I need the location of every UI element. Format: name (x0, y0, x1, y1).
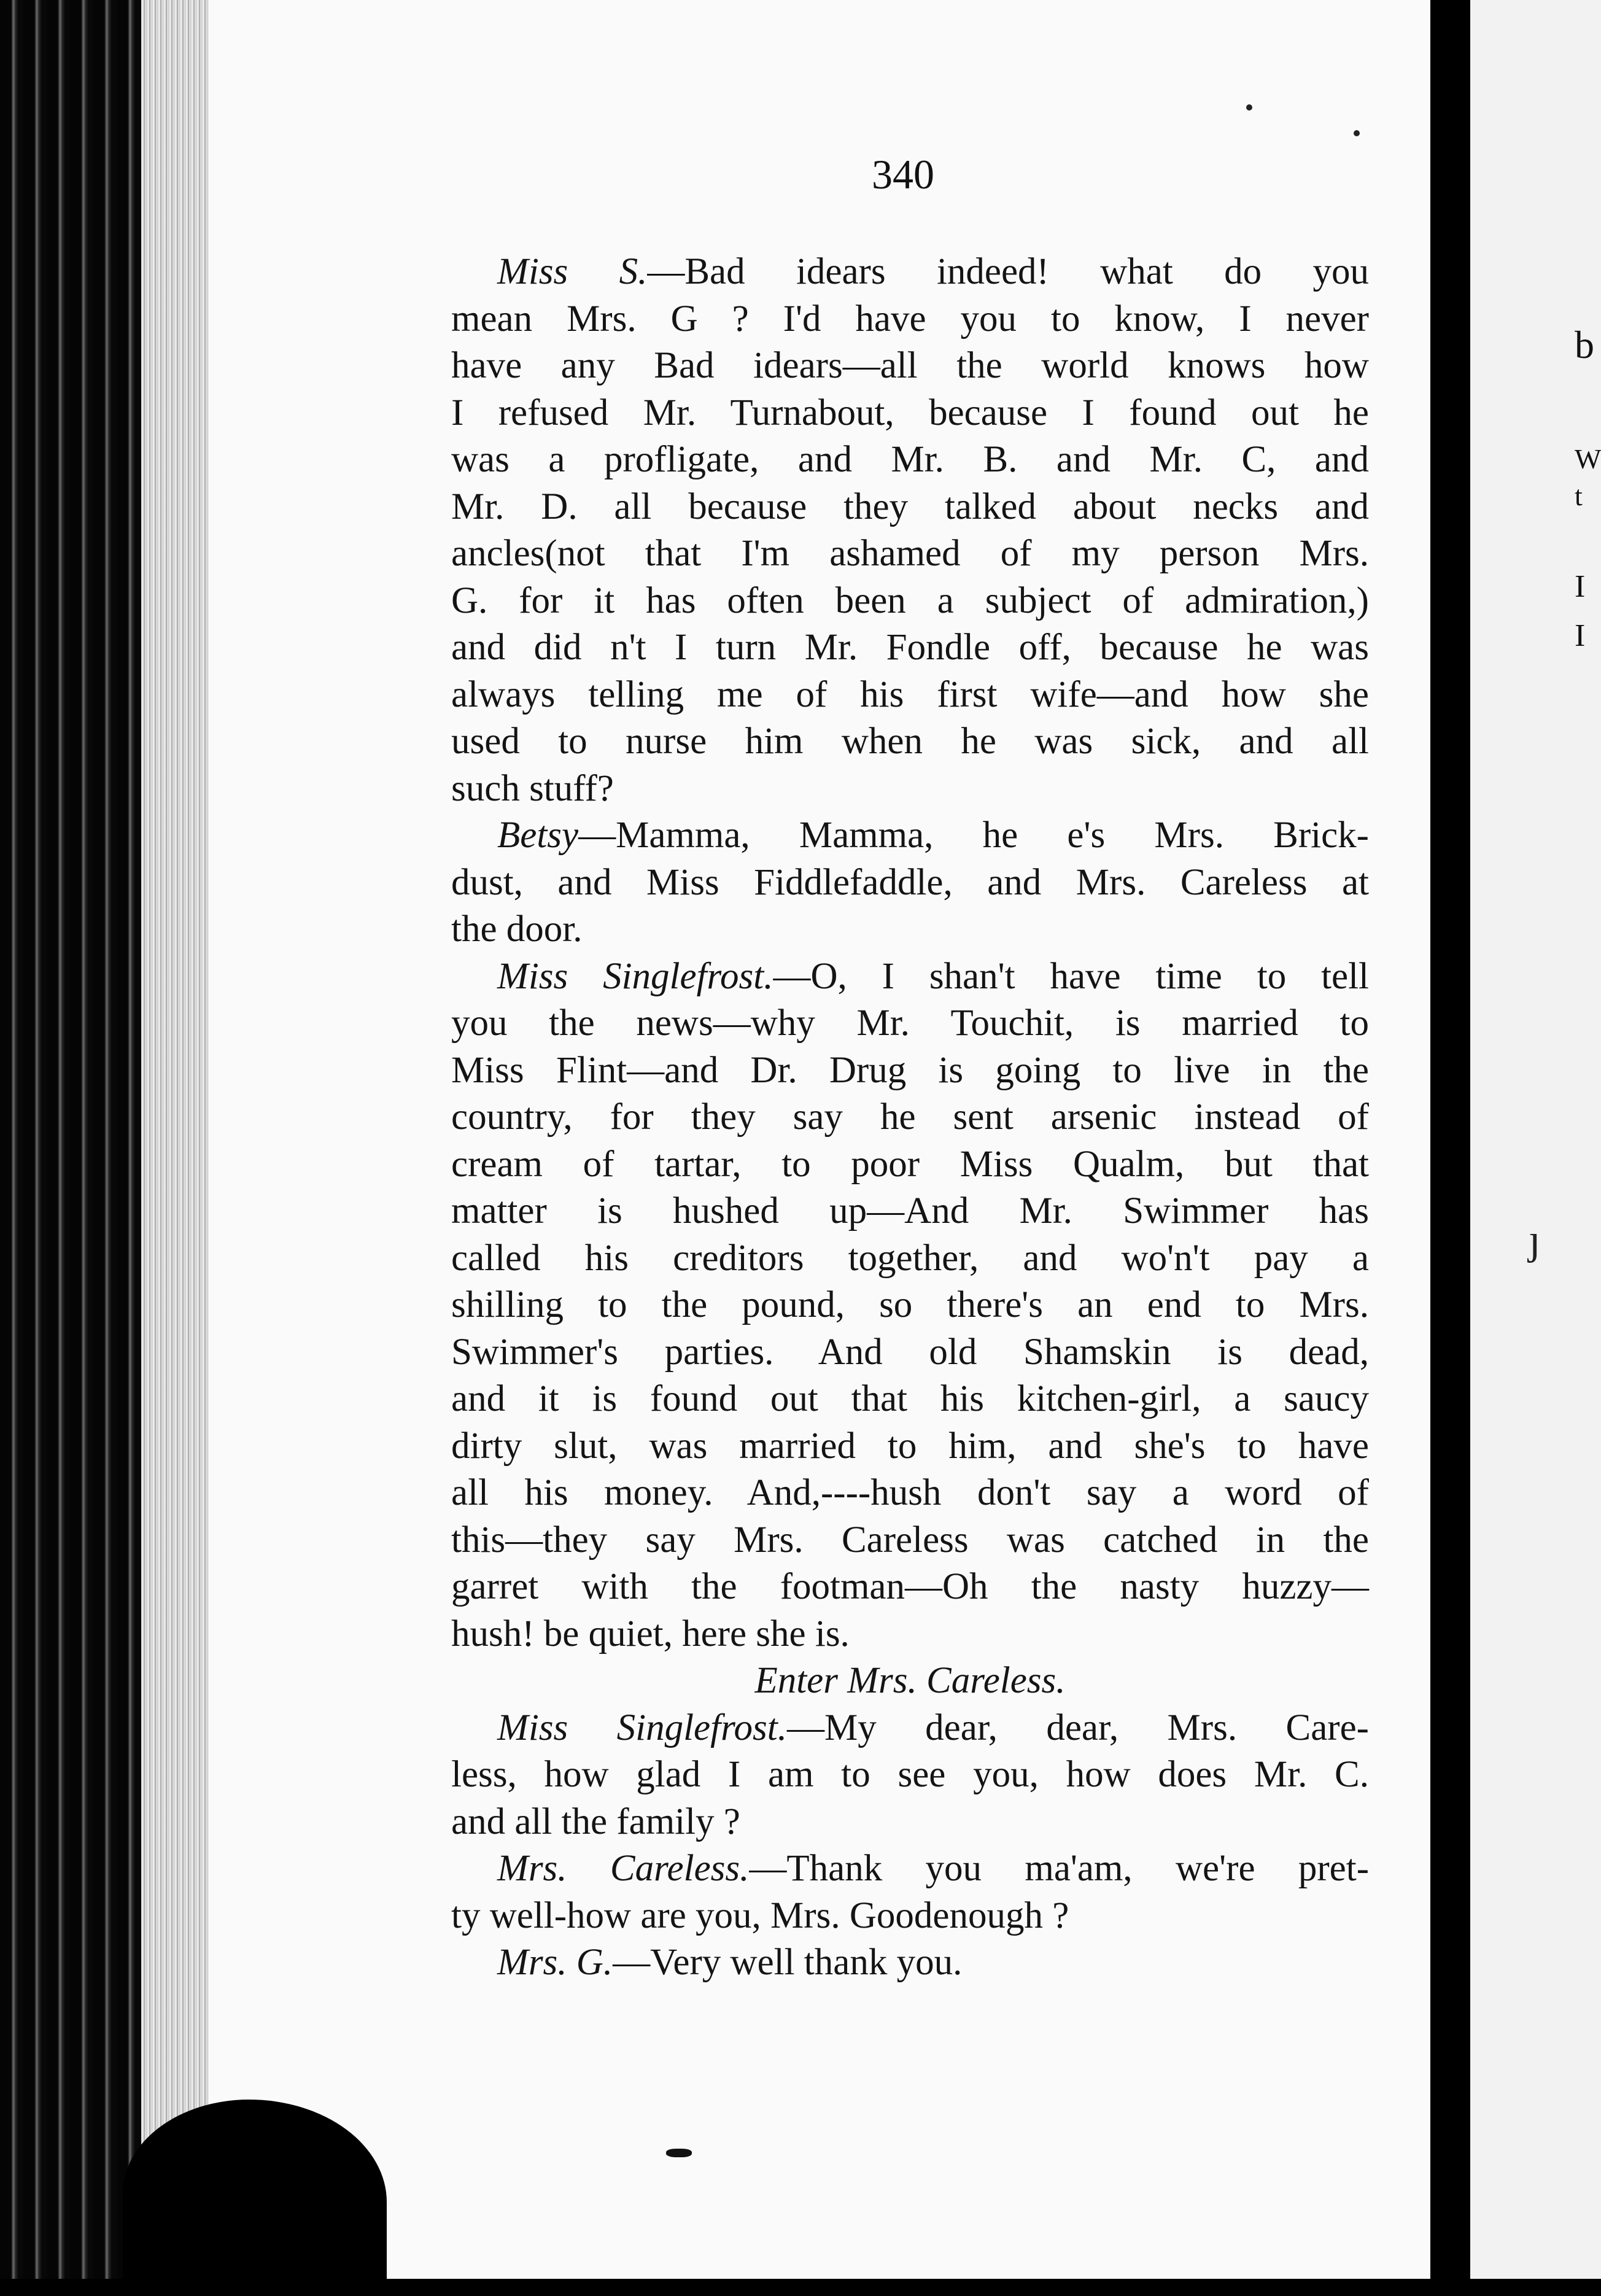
text-line (451, 953, 1369, 1001)
text-line (451, 1141, 1369, 1189)
line-text: —Very well thank you. (613, 1942, 963, 1983)
line-text: the door. (451, 909, 583, 950)
line-text: mean Mrs. G ? I'd have you to know, I never (451, 298, 1369, 339)
speck (1354, 130, 1360, 136)
line-text: always telling me of his first wife—and how she (451, 673, 1369, 715)
line-text: ancles(not that I'm ashamed of my person Mrs. (451, 533, 1369, 574)
text-line (451, 1564, 1369, 1611)
speaker-name: Mrs. G. (497, 1942, 613, 1983)
line-text: shilling to the pound, so there's an end to Mrs. (451, 1284, 1369, 1325)
line-text: country, for they say he sent arsenic instead of (451, 1096, 1369, 1138)
line-text: used to nurse him when he was sick, and all (451, 721, 1369, 762)
text-line (451, 859, 1369, 907)
line-text: less, how glad I am to see you, how does Mr. C. (451, 1754, 1369, 1795)
text-line (451, 1705, 1369, 1752)
line-text: —Thank you ma'am, we're pret- (749, 1848, 1370, 1889)
text-line (451, 1611, 1369, 1658)
text-line (451, 1047, 1369, 1095)
speaker-name: Mrs. Careless. (497, 1848, 750, 1889)
line-text: —O, I shan't have time to tell (773, 955, 1369, 997)
text-line (451, 718, 1369, 766)
line-text: this—they say Mrs. Careless was catched in the (451, 1519, 1369, 1561)
speaker-name: Miss Singlefrost. (497, 1707, 787, 1748)
facing-page-fragment: I (1575, 618, 1586, 653)
line-text: Miss Flint—and Dr. Drug is going to live in the (451, 1049, 1369, 1091)
speaker-name: Miss S. (497, 251, 648, 292)
text-line (451, 906, 1369, 953)
ink-mark (666, 2149, 692, 2157)
line-text: such stuff? (451, 767, 614, 809)
line-text: have any Bad idears—all the world knows how (451, 345, 1369, 386)
line-text: I refused Mr. Turnabout, because I found out he (451, 392, 1369, 433)
line-text: and did n't I turn Mr. Fondle off, because he was (451, 627, 1369, 668)
line-text: cream of tartar, to poor Miss Qualm, but that (451, 1143, 1369, 1185)
line-text: dirty slut, was married to him, and she's to have (451, 1425, 1369, 1467)
text-line (451, 1751, 1369, 1799)
text-line (451, 1329, 1369, 1376)
facing-page-fragment: W (1575, 443, 1601, 475)
line-text: was a profligate, and Mr. B. and Mr. C, and (451, 439, 1369, 480)
line-text: called his creditors together, and wo'n't pay a (451, 1237, 1369, 1279)
book-gutter (1430, 0, 1473, 2279)
text-line (451, 766, 1369, 813)
text-line (451, 1845, 1369, 1893)
margin-mark: ȷ (1529, 1216, 1541, 1263)
text-line (451, 530, 1369, 578)
text-line (451, 578, 1369, 625)
text-line (451, 390, 1369, 437)
text-line (451, 624, 1369, 672)
line-text: garret with the footman—Oh the nasty huzzy— (451, 1566, 1369, 1607)
text-line (451, 249, 1369, 296)
text-line (451, 1000, 1369, 1047)
line-text: —Bad idears indeed! what do you (647, 251, 1369, 292)
text-line (451, 1658, 1369, 1705)
line-text: you the news—why Mr. Touchit, is married to (451, 1003, 1369, 1044)
line-text: G. for it has often been a subject of admiration,) (451, 580, 1369, 621)
line-text: —Mamma, Mamma, he e's Mrs. Brick- (578, 815, 1369, 856)
text-line (451, 1893, 1369, 1940)
text-line (451, 1470, 1369, 1517)
text-line (451, 1939, 1369, 1987)
facing-page-fragment: b (1575, 323, 1594, 367)
text-line (451, 1799, 1369, 1846)
speck (1246, 104, 1252, 111)
text-line (451, 1282, 1369, 1329)
text-line (451, 812, 1369, 859)
line-text: and it is found out that his kitchen-girl, a saucy (451, 1378, 1369, 1419)
speaker-name: Enter Mrs. Careless. (754, 1660, 1066, 1701)
line-text: ty well-how are you, Mrs. Goodenough ? (451, 1895, 1069, 1936)
facing-page-fragment: t (1575, 480, 1583, 511)
line-text: and all the family ? (451, 1801, 740, 1842)
line-text: hush! be quiet, here she is. (451, 1613, 850, 1654)
line-text: Swimmer's parties. And old Shamskin is dead, (451, 1331, 1369, 1373)
page-number: 340 (872, 151, 934, 198)
line-text: matter is hushed up—And Mr. Swimmer has (451, 1190, 1369, 1231)
speaker-name: Betsy (497, 815, 579, 856)
line-text: dust, and Miss Fiddlefaddle, and Mrs. Careless at (451, 861, 1369, 903)
page-text (451, 249, 1369, 1987)
text-line (451, 484, 1369, 531)
text-line (451, 1188, 1369, 1235)
text-line (451, 1517, 1369, 1564)
text-line (451, 672, 1369, 719)
text-line (451, 1376, 1369, 1423)
text-line (451, 343, 1369, 390)
text-line (451, 436, 1369, 484)
text-line (451, 1094, 1369, 1141)
text-line (451, 1423, 1369, 1470)
facing-page-fragment: I (1575, 569, 1586, 604)
line-text: all his money. And,----hush don't say a word of (451, 1472, 1369, 1513)
text-line (451, 296, 1369, 343)
line-text: Mr. D. all because they talked about necks and (451, 486, 1369, 527)
line-text: —My dear, dear, Mrs. Care- (787, 1707, 1369, 1748)
text-line (451, 1235, 1369, 1282)
speaker-name: Miss Singlefrost. (497, 955, 773, 997)
